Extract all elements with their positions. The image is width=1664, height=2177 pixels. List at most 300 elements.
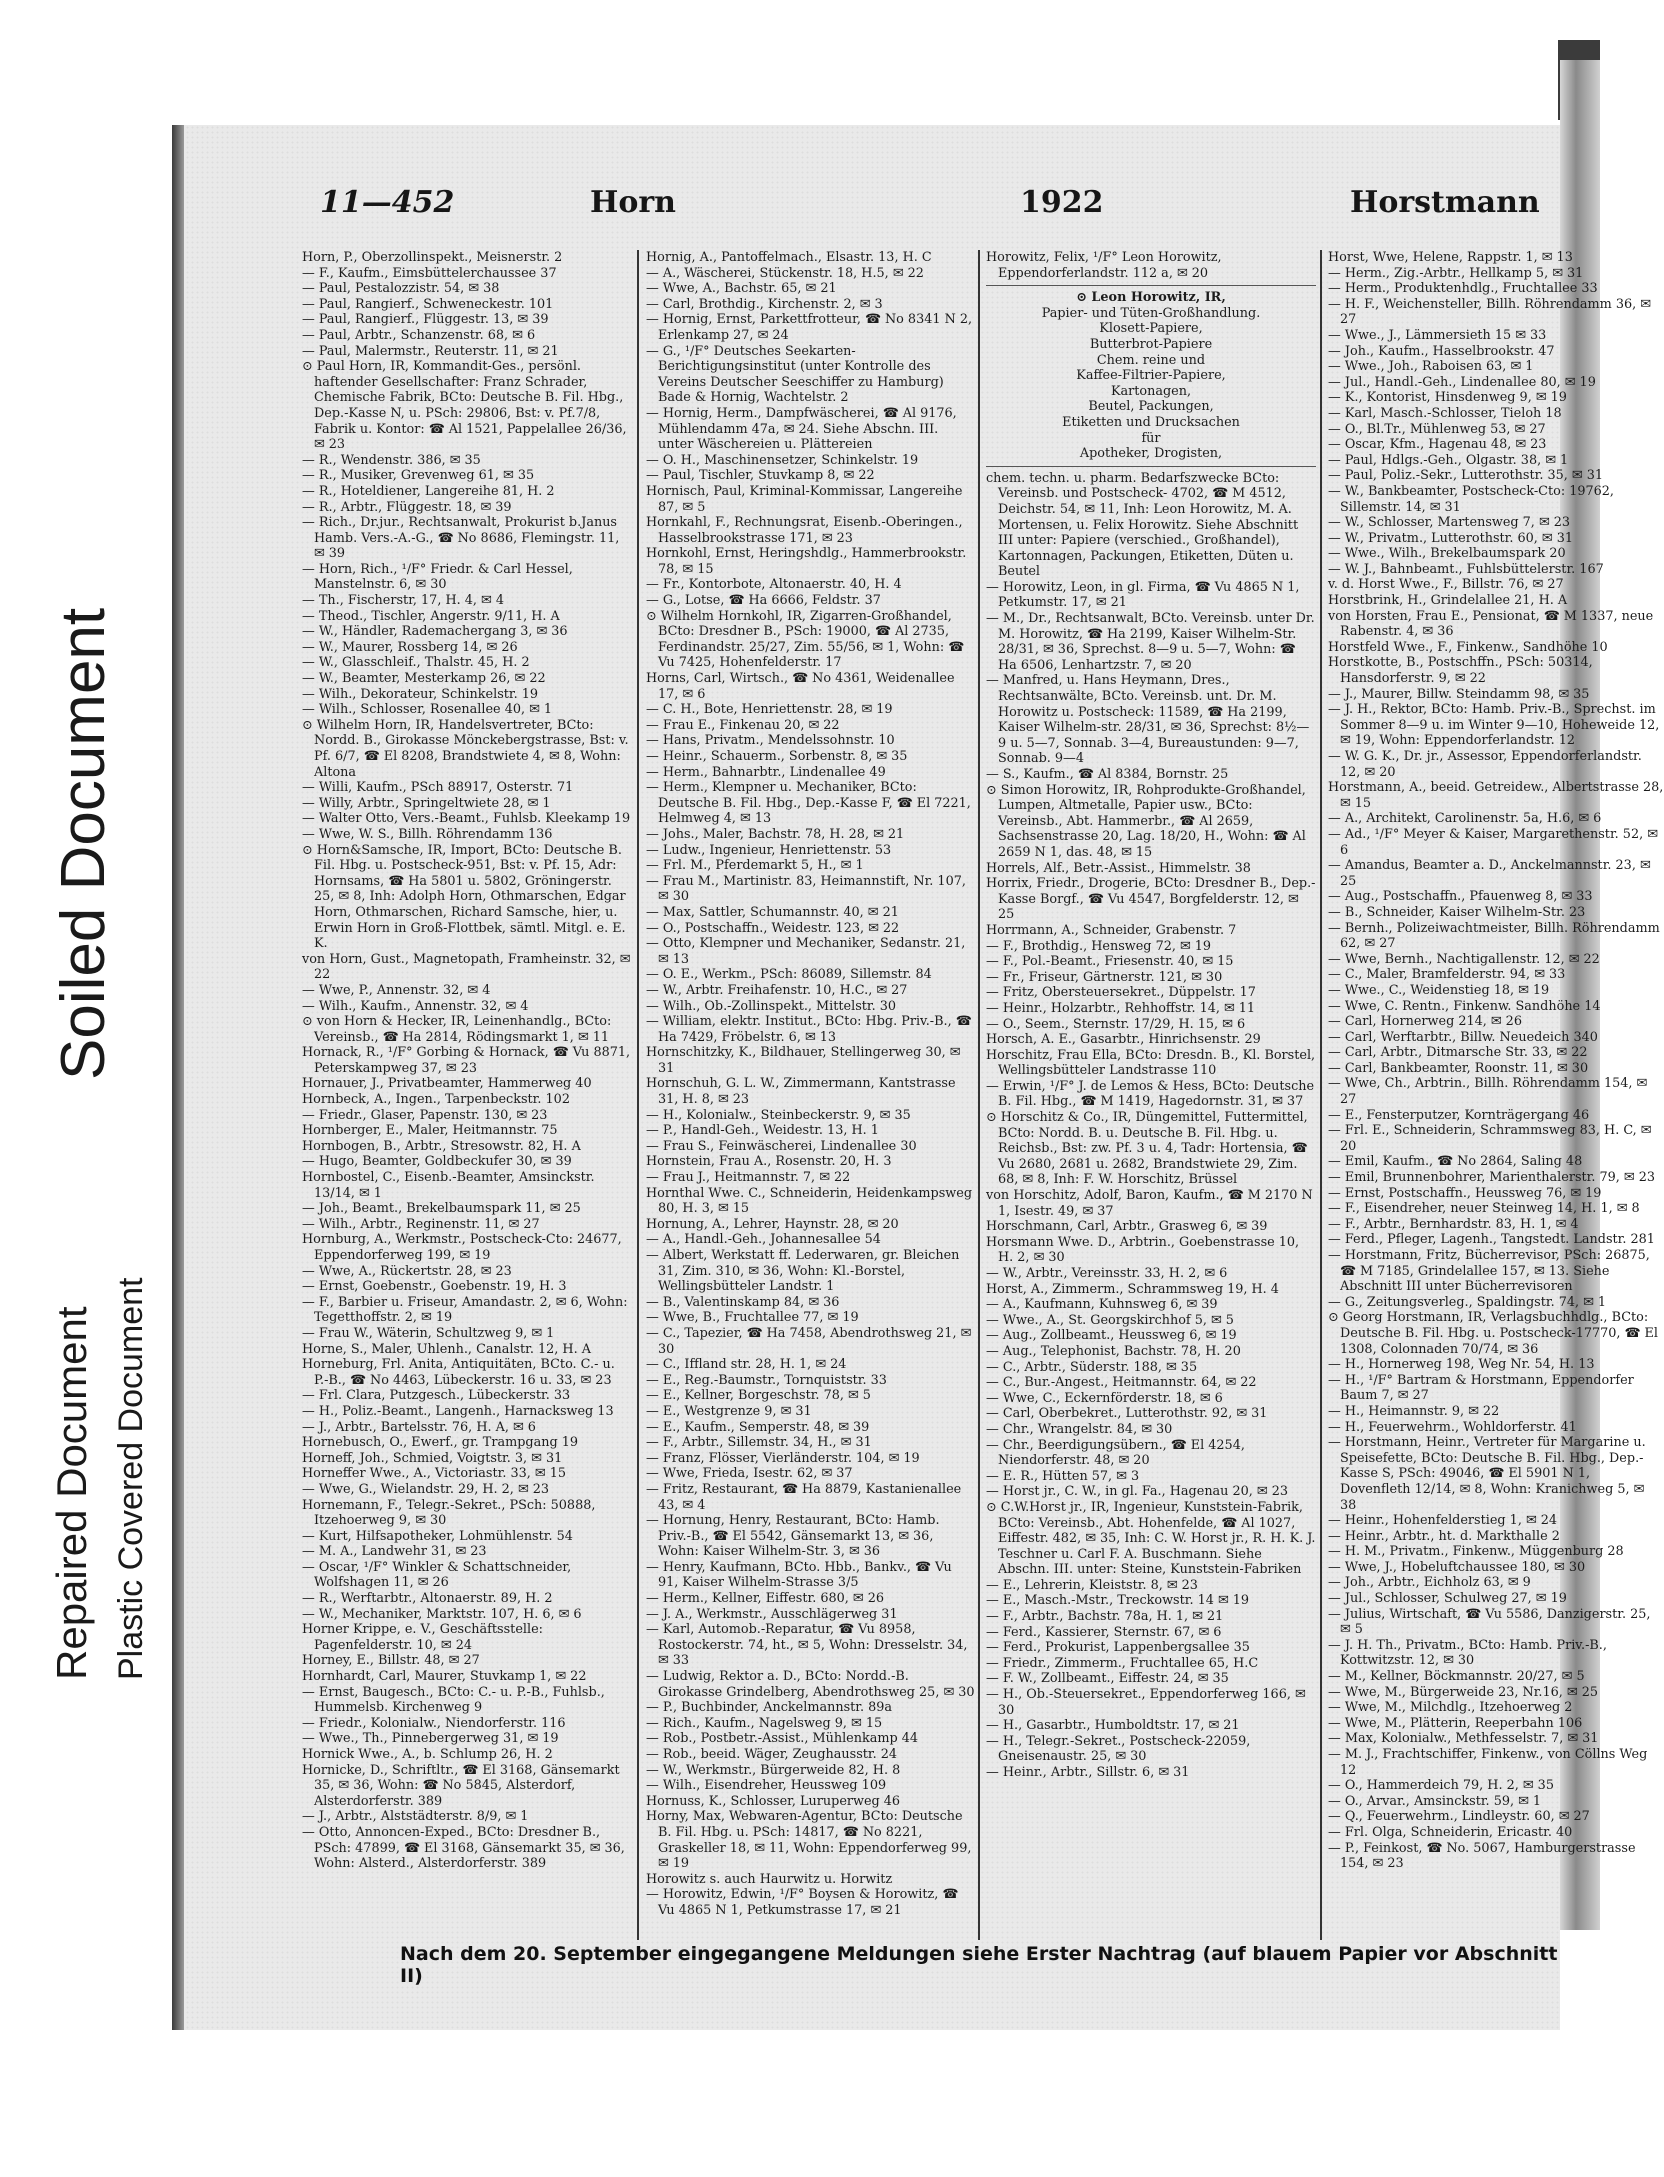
directory-entry: — J. H. Th., Privatm., BCto: Hamb. Priv.-B., Kottwitzstr. 12, ✉ 30 <box>1328 1637 1607 1669</box>
directory-entry: Hornthal Wwe. C., Schneiderin, Heidenkampsweg 80, H. 3, ✉ 15 <box>646 1185 973 1217</box>
directory-entry: — F., Brothdig., Hensweg 72, ✉ 19 <box>986 938 1212 954</box>
directory-entry: Hornschitzky, K., Bildhauer, Stellingerweg 30, ✉ 31 <box>646 1045 961 1076</box>
directory-entry: — Joh., Beamt., Brekelbaumspark 11, ✉ 25 <box>302 1201 581 1217</box>
directory-entry: — W., Maurer, Rossberg 14, ✉ 26 <box>302 639 518 655</box>
directory-entry: — P., Handl-Geh., Weidestr. 13, H. 1 <box>646 1123 879 1139</box>
directory-entry: — Herm., Klempner u. Mechaniker, BCto: Deutsche B. Fil. Hbg., Dep.-Kasse F, ☎ El 7221, Helmweg 4, ✉ 13 <box>646 780 971 827</box>
directory-entry: — Wwe, M., Plätterin, Reeperbahn 106 <box>1328 1715 1583 1731</box>
ad-firm-name: ⊙ Leon Horowitz, IR, <box>1076 290 1226 306</box>
directory-entry: von Horn, Gust., Magnetopath, Framheinstr. 32, ✉ 22 <box>302 951 631 983</box>
directory-entry: — Frl. Olga, Schneiderin, Ericastr. 40 <box>1328 1824 1573 1840</box>
directory-entry: — H., Ob.-Steuersekret., Eppendorferweg 166, ✉ 30 <box>986 1687 1306 1718</box>
directory-entry: — Max, Sattler, Schumannstr. 40, ✉ 21 <box>646 904 899 920</box>
directory-entry: — Rich., Kaufm., Nagelsweg 9, ✉ 15 <box>646 1715 883 1731</box>
directory-entry: — Henry, Kaufmann, BCto. Hbb., Bankv., ☎ Vu 91, Kaiser Wilhelm-Strasse 3/5 <box>646 1559 952 1591</box>
directory-entry: — A., Handl.-Geh., Johannesallee 54 <box>646 1232 881 1248</box>
directory-entry: — Paul, Pestalozzistr. 54, ✉ 38 <box>302 281 500 297</box>
directory-entry: — A., Architekt, Carolinenstr. 5a, H.6, ✉ 6 <box>1328 811 1602 827</box>
directory-entry: — Paul, Malermstr., Reuterstr. 11, ✉ 21 <box>302 343 559 359</box>
directory-entry: — H. M., Privatm., Finkenw., Müggenburg 28 <box>1328 1544 1624 1560</box>
directory-entry: — Otto, Klempner und Mechaniker, Sedanstr. 21, ✉ 13 <box>646 936 966 967</box>
directory-entry: — Friedr., Kolonialw., Niendorferstr. 116 <box>302 1715 566 1731</box>
directory-entry: Horschitz, Frau Ella, BCto: Dresdn. B., Kl. Borstel, Wellingsbütteler Landstrasse 110 <box>986 1047 1316 1079</box>
directory-entry: — Horowitz, Leon, in gl. Firma, ☎ Vu 4865 N 1, Petkumstr. 17, ✉ 21 <box>986 579 1300 611</box>
directory-entry: Horny, Max, Webwaren-Agentur, BCto: Deutsche B. Fil. Hbg. u. PSch: 14817, ☎ No 8221, Graskeller 18, ✉ 11, Wohn: Eppendorferweg 99, ✉ 19 <box>646 1809 972 1872</box>
directory-entry: — O., Arvar., Amsinckstr. 59, ✉ 1 <box>1328 1793 1542 1809</box>
directory-entry: — H., Telegr.-Sekret., Postscheck-22059, Gneisenaustr. 25, ✉ 30 <box>986 1733 1251 1765</box>
directory-entry: ⊙ Paul Horn, IR, Kommandit-Ges., persönl. haftender Gesellschafter: Franz Schrader, Chemische Fabrik, BCto: Deutsche B. Fil. Hbg., Dep.-Kasse N, u. PSch: 29806, Bst: v. Pf.7/8, Fabrik u. Kontor: ☎ Al 1521, Pappelallee 26/36, ✉ 23 <box>302 359 627 453</box>
directory-entry: — C., Maler, Bramfelderstr. 94, ✉ 33 <box>1328 967 1566 983</box>
page-number: 11—452 <box>320 185 455 220</box>
directory-entry: — G., Lotse, ☎ Ha 6666, Feldstr. 37 <box>646 593 881 609</box>
directory-entry: Hornkohl, Ernst, Heringshdlg., Hammerbrookstr. 78, ✉ 15 <box>646 546 967 577</box>
directory-entry: — Herm., Produktenhdlg., Fruchtallee 33 <box>1328 281 1598 297</box>
directory-column-4 <box>1328 250 1664 1930</box>
directory-entry: — M., Kellner, Böckmannstr. 20/27, ✉ 5 <box>1328 1669 1585 1685</box>
directory-entry: — Wwe., Th., Pinnebergerweg 31, ✉ 19 <box>302 1731 559 1747</box>
directory-entry: — W., Beamter, Mesterkamp 26, ✉ 22 <box>302 671 546 687</box>
directory-entry: — W., Händler, Rademachergang 3, ✉ 36 <box>302 624 568 640</box>
directory-entry: — Jul., Handl.-Geh., Lindenallee 80, ✉ 19 <box>1328 374 1596 390</box>
directory-entry: — W. G. K., Dr. jr., Assessor, Eppendorferlandstr. 12, ✉ 20 <box>1328 749 1642 780</box>
directory-entry: — W., Arbtr., Vereinsstr. 33, H. 2, ✉ 6 <box>986 1266 1228 1281</box>
directory-entry: — Herm., Bahnarbtr., Lindenallee 49 <box>646 764 886 780</box>
directory-entry: — Wwe, P., Annenstr. 32, ✉ 4 <box>302 982 491 998</box>
directory-entry: Hornbeck, A., Ingen., Tarpenbeckstr. 102 <box>302 1092 570 1108</box>
directory-entry: — William, elektr. Institut., BCto: Hbg. Priv.-B., ☎ Ha 7429, Fröbelstr. 6, ✉ 13 <box>646 1014 972 1045</box>
directory-entry: Horstbrink, H., Grindelallee 21, H. A <box>1328 593 1568 609</box>
directory-entry: — M., Dr., Rechtsanwalt, BCto. Vereinsb. unter Dr. M. Horowitz, ☎ Ha 2199, Kaiser Wilhelm-Str. 28/31, ✉ 36, Sprechst. 8—9 u. 5—7, Wohn: ☎ Ha 6506, Lenhartzstr. 7, ✉ 20 <box>986 611 1315 673</box>
directory-entry: — Rich., Dr.jur., Rechtsanwalt, Prokurist b.Janus Hamb. Vers.-A.-G., ☎ No 8686, Flemingstr. 11, ✉ 39 <box>302 515 620 562</box>
ad-line: Etiketten und Drucksachen <box>1062 414 1240 430</box>
directory-entry: — J., Arbtr., Alststädterstr. 8/9, ✉ 1 <box>302 1809 529 1825</box>
column-divider <box>1320 250 1322 1940</box>
directory-entry: — J. A., Werkmstr., Ausschlägerweg 31 <box>646 1606 898 1622</box>
directory-entry: Hornkahl, F., Rechnungsrat, Eisenb.-Oberingen., Hasselbrookstrasse 171, ✉ 23 <box>646 515 963 546</box>
directory-entry: — H., Hornerweg 198, Weg Nr. 54, H. 13 <box>1328 1357 1595 1373</box>
directory-entry: — W., Schlosser, Martensweg 7, ✉ 23 <box>1328 515 1571 531</box>
directory-entry: — Julius, Wirtschaft, ☎ Vu 5586, Danzigerstr. 25, ✉ 5 <box>1328 1606 1651 1638</box>
directory-entry: — Wwe, M., Milchdlg., Itzehoerweg 2 <box>1328 1700 1573 1716</box>
directory-entry: — Frl. E., Schneiderin, Schrammsweg 83, H. C, ✉ 20 <box>1328 1123 1652 1154</box>
directory-entry: — Johs., Maler, Bachstr. 78, H. 28, ✉ 21 <box>646 826 905 842</box>
directory-entry: — E. R., Hütten 57, ✉ 3 <box>986 1468 1140 1484</box>
directory-entry: — Frau J., Heitmannstr. 7, ✉ 22 <box>646 1170 851 1186</box>
directory-entry: — O., Hammerdeich 79, H. 2, ✉ 35 <box>1328 1778 1554 1794</box>
directory-entry: von Horsten, Frau E., Pensionat, ☎ M 1337, neue Rabenstr. 4, ✉ 36 <box>1328 608 1654 640</box>
directory-entry: — W., Arbtr. Freihafenstr. 10, H.C., ✉ 27 <box>646 982 908 998</box>
directory-entry: — Ferd., Kassierer, Sternstr. 67, ✉ 6 <box>986 1624 1222 1640</box>
directory-entry: — Wwe., A., St. Georgskirchhof 5, ✉ 5 <box>986 1312 1234 1328</box>
directory-entry: — Wwe, A., Bachstr. 65, ✉ 21 <box>646 281 837 297</box>
directory-entry: — Hornung, Henry, Restaurant, BCto: Hamb. Priv.-B., ☎ El 5542, Gänsemarkt 13, ✉ 36, Wohn: Kaiser Wilhelm-Str. 3, ✉ 36 <box>646 1513 940 1560</box>
directory-entry: — Wilh., Ob.-Zollinspekt., Mittelstr. 30 <box>646 998 897 1014</box>
directory-entry: — H., Feuerwehrm., Wohldorferstr. 41 <box>1328 1419 1577 1435</box>
directory-entry: — Horowitz, Edwin, ¹/F° Boysen & Horowitz, ☎ Vu 4865 N 1, Petkumstrasse 17, ✉ 21 <box>646 1887 959 1918</box>
directory-entry: Hornbostel, C., Eisenb.-Beamter, Amsinckstr. 13/14, ✉ 1 <box>302 1170 595 1201</box>
directory-entry: Hornhardt, Carl, Maurer, Stuvkamp 1, ✉ 22 <box>302 1669 587 1685</box>
directory-entry: Horney, E., Billstr. 48, ✉ 27 <box>302 1653 480 1669</box>
directory-entry: — Th., Fischerstr, 17, H. 4, ✉ 4 <box>302 593 504 609</box>
directory-entry: — Aug., Zollbeamt., Heussweg 6, ✉ 19 <box>986 1328 1237 1344</box>
directory-entry: Horns, Carl, Wirtsch., ☎ No 4361, Weidenallee 17, ✉ 6 <box>646 671 955 702</box>
directory-entry: — Paul, Arbtr., Schanzenstr. 68, ✉ 6 <box>302 327 536 343</box>
directory-entry: — Manfred, u. Hans Heymann, Dres., Rechtsanwälte, BCto. Vereinsb. unt. Dr. M. Horowitz u. Postscheck: 11589, ☎ Ha 2199, Kaiser Wilhelm-str. 28/31, ✉ 36, Sprechst: 8½—9 u. 5—7, Sonnab. 3—4, Bureaustunden: 9—7, Sonnab. 9—4 <box>986 673 1310 767</box>
directory-entry: Horrels, Alf., Betr.-Assist., Himmelstr. 38 <box>986 860 1251 876</box>
directory-entry: — H., Gasarbtr., Humboldtstr. 17, ✉ 21 <box>986 1718 1240 1734</box>
directory-entry: — J., Maurer, Billw. Steindamm 98, ✉ 35 <box>1328 686 1590 702</box>
page-footer-note: Nach dem 20. September eingegangene Meldungen siehe Erster Nachtrag (auf blauem Papier vor Abschnitt II) <box>400 1943 1558 1987</box>
directory-entry: Horrix, Friedr., Drogerie, BCto: Dresdner B., Dep.-Kasse Borgf., ☎ Vu 4547, Borgfelderstr. 12, ✉ 25 <box>986 876 1316 923</box>
directory-entry: — Hans, Privatm., Mendelssohnstr. 10 <box>646 733 895 749</box>
directory-entry: ⊙ C.W.Horst jr., IR, Ingenieur, Kunststein-Fabrik, BCto: Vereinsb., Abt. Hohenfelde, ☎ Al 1027, Eiffestr. 482, ✉ 35, Inh: C. W. Horst jr., R. H. K. J. Teschner u. Carl F. A. Buschmann. Siehe Abschn. III. unter: Steine, Kunststein-Fabriken <box>986 1499 1316 1578</box>
directory-entry: — Ad., ¹/F° Meyer & Kaiser, Margarethenstr. 52, ✉ 6 <box>1328 826 1658 858</box>
directory-entry: — Wwe., J., Lämmersieth 15 ✉ 33 <box>1328 327 1547 343</box>
directory-entry: — F., Pol.-Beamt., Friesenstr. 40, ✉ 15 <box>986 954 1234 970</box>
directory-entry: — Franz, Flösser, Vierländerstr. 104, ✉ 19 <box>646 1450 920 1466</box>
directory-entry: Horrmann, A., Schneider, Grabenstr. 7 <box>986 922 1237 938</box>
directory-entry: Horowitz s. auch Haurwitz u. Horwitz <box>646 1871 893 1887</box>
repaired-document-label: Repaired Document <box>48 1306 95 1680</box>
directory-entry: — Fritz, Obersteuersekret., Düppelstr. 17 <box>986 985 1256 1001</box>
directory-entry: — Horn, Rich., ¹/F° Friedr. & Carl Hessel, Manstelnstr. 6, ✉ 30 <box>302 561 573 593</box>
directory-entry: — Oscar, Kfm., Hagenau 48, ✉ 23 <box>1328 437 1547 453</box>
directory-entry: ⊙ Horn&Samsche, IR, Import, BCto: Deutsche B. Fil. Hbg. u. Postscheck-951, Bst: v. Pf. 15, Adr: Hornsams, ☎ Ha 5801 u. 5802, Gröningerstr. 25, ✉ 8, Inh: Adolph Horn, Othmarschen, Edgar Horn, Othmarschen, Richard Samsche, hier, u. Erwin Horn in Groß-Flottbek, sämtl. Mitgl. e. E. K. <box>302 842 626 952</box>
directory-entry: Hornschuh, G. L. W., Zimmermann, Kantstrasse 31, H. 8, ✉ 23 <box>646 1076 956 1108</box>
directory-entry: Hornung, A., Lehrer, Haynstr. 28, ✉ 20 <box>646 1216 899 1232</box>
directory-entry: — Frau M., Martinistr. 83, Heimannstift, Nr. 107, ✉ 30 <box>646 873 966 905</box>
directory-entry: — J., Arbtr., Bartelsstr. 76, H. A, ✉ 6 <box>302 1419 536 1435</box>
directory-entry: — Amandus, Beamter a. D., Anckelmannstr. 23, ✉ 25 <box>1328 858 1651 889</box>
directory-entry: — Paul, Tischler, Stuvkamp 8, ✉ 22 <box>646 468 875 484</box>
directory-entry: Horne, S., Maler, Uhlenh., Canalstr. 12, H. A <box>302 1341 591 1357</box>
ad-line: Papier- und Tüten-Großhandlung. <box>1041 305 1261 321</box>
directory-entry: — F. W., Zollbeamt., Eiffestr. 24, ✉ 35 <box>986 1671 1229 1687</box>
directory-entry: — Frau E., Finkenau 20, ✉ 22 <box>646 717 840 733</box>
directory-entry: Horsmann Wwe. D., Arbtrin., Goebenstrasse 10, H. 2, ✉ 30 <box>986 1234 1300 1266</box>
directory-entry: Horner Krippe, e. V., Geschäftsstelle: Pagenfelderstr. 10, ✉ 24 <box>302 1622 543 1653</box>
directory-entry: — Wwe., Joh., Raboisen 63, ✉ 1 <box>1328 359 1534 375</box>
directory-entry: — F., Arbtr., Sillemstr. 34, H., ✉ 31 <box>646 1435 872 1451</box>
directory-entry: — Wilh., Arbtr., Reginenstr. 11, ✉ 27 <box>302 1216 540 1232</box>
directory-entry: — Erwin, ¹/F° J. de Lemos & Hess, BCto: Deutsche B. Fil. Hbg., ☎ M 1419, Hagedornstr. 31, ✉ 37 <box>986 1078 1315 1110</box>
directory-entry: Hornicke, D., Schriftltr., ☎ El 3168, Gänsemarkt 35, ✉ 36, Wohn: ☎ No 5845, Alsterdorf, Alsterdorferstr. 389 <box>302 1762 620 1809</box>
directory-entry: — H., ¹/F° Bartram & Horstmann, Eppendorfer Baum 7, ✉ 27 <box>1328 1372 1634 1404</box>
directory-entry: — Carl, Brothdig., Kirchenstr. 2, ✉ 3 <box>646 296 883 312</box>
directory-entry: Hornemann, F., Telegr.-Sekret., PSch: 50888, Itzehoerweg 9, ✉ 30 <box>302 1497 596 1529</box>
directory-entry: — Oscar, ¹/F° Winkler & Schattschneider, Wolfshagen 11, ✉ 26 <box>302 1559 572 1591</box>
directory-entry: — W., Glasschleif., Thalstr. 45, H. 2 <box>302 655 530 671</box>
directory-entry: — Ludw., Ingenieur, Henriettenstr. 53 <box>646 842 892 858</box>
directory-entry: — W., Werkmstr., Bürgerweide 82, H. 8 <box>646 1762 901 1778</box>
directory-entry: — Max, Kolonialw., Methfesselstr. 7, ✉ 31 <box>1328 1731 1599 1747</box>
directory-entry: — M. J., Frachtschiffer, Finkenw., von Cöllns Weg 12 <box>1328 1747 1648 1778</box>
directory-entry: — Carl, Arbtr., Ditmarsche Str. 33, ✉ 22 <box>1328 1045 1588 1061</box>
directory-entry: — Hornig, Ernst, Parkettfrotteur, ☎ No 8341 N 2, Erlenkamp 27, ✉ 24 <box>646 312 973 343</box>
directory-entry: — E., Reg.-Baumstr., Tornquiststr. 33 <box>646 1372 887 1388</box>
directory-entry: — H., Heimannstr. 9, ✉ 22 <box>1328 1403 1500 1419</box>
directory-entry: — P., Buchbinder, Anckelmannstr. 89a <box>646 1700 893 1716</box>
directory-entry: — C., Iffland str. 28, H. 1, ✉ 24 <box>646 1357 847 1373</box>
directory-entry: — H., Poliz.-Beamt., Langenh., Harnacksweg 13 <box>302 1403 614 1419</box>
directory-entry: — Q., Feuerwehrm., Lindleystr. 60, ✉ 27 <box>1328 1809 1590 1825</box>
directory-entry: — Wwe, C., Eckernförderstr. 18, ✉ 6 <box>986 1390 1223 1406</box>
directory-entry: — Heinr., Hohenfelderstieg 1, ✉ 24 <box>1328 1513 1558 1529</box>
directory-entry: Hornauer, J., Privatbeamter, Hammerweg 40 <box>302 1076 592 1092</box>
scan-shadow <box>172 125 184 2030</box>
directory-entry: — F., Kaufm., Eimsbüttelerchaussee 37 <box>302 265 557 281</box>
directory-entry: — A., Wäscherei, Stückenstr. 18, H.5, ✉ 22 <box>646 265 924 281</box>
directory-entry: Horschmann, Carl, Arbtr., Grasweg 6, ✉ 39 <box>986 1219 1268 1235</box>
directory-entry: — Hornig, Herm., Dampfwäscherei, ☎ Al 9176, Mühlendamm 47a, ✉ 24. Siehe Abschn. III. unter Wäschereien u. Plättereien <box>646 405 957 453</box>
directory-entry: Hornuss, K., Schlosser, Luruperweg 46 <box>646 1793 901 1809</box>
directory-entry: Horowitz, Felix, ¹/F° Leon Horowitz, Eppendorferlandstr. 112 a, ✉ 20 <box>986 250 1222 281</box>
directory-entry: — Aug., Postschaffn., Pfauenweg 8, ✉ 33 <box>1328 889 1593 905</box>
directory-entry: — Paul, Poliz.-Sekr., Lutterothstr. 35, ✉ 31 <box>1328 468 1603 484</box>
directory-entry: — O., Postschaffn., Weidestr. 123, ✉ 22 <box>646 920 900 936</box>
directory-entry: Horstkotte, B., Postschffn., PSch: 50314, Hansdorferstr. 9, ✉ 22 <box>1328 655 1593 687</box>
directory-entry: — Frl. Clara, Putzgesch., Lübeckerstr. 33 <box>302 1388 571 1404</box>
directory-entry: — Wwe, J., Hobeluftchaussee 180, ✉ 30 <box>1328 1559 1586 1575</box>
directory-entry: — S., Kaufm., ☎ Al 8384, Bornstr. 25 <box>986 767 1229 782</box>
directory-entry: — Ernst, Goebenstr., Goebenstr. 19, H. 3 <box>302 1279 567 1295</box>
directory-entry: — R., Hoteldiener, Langereihe 81, H. 2 <box>302 483 555 499</box>
directory-entry: — Horstmann, Heinr., Vertreter für Margarine u. Speisefette, BCto: Deutsche B. Fil. Hbg., Dep.-Kasse S, PSch: 49046, ☎ El 5901 N 1, Dovenfleth 12/14, ✉ 8, Wohn: Kranichweg 5, ✉ 38 <box>1328 1435 1646 1513</box>
directory-entry: — W., Privatm., Lutterothstr. 60, ✉ 31 <box>1328 530 1573 546</box>
directory-entry: — W., Mechaniker, Marktstr. 107, H. 6, ✉ 6 <box>302 1606 582 1622</box>
header-last-name: Horstmann <box>1350 185 1540 220</box>
directory-entry: — Rob., beeid. Wäger, Zeughausstr. 24 <box>646 1747 898 1762</box>
directory-entry: — Wwe, Bernh., Nachtigallenstr. 12, ✉ 22 <box>1328 951 1600 967</box>
directory-entry: — Fritz, Restaurant, ☎ Ha 8879, Kastanienallee 43, ✉ 4 <box>646 1481 962 1513</box>
directory-entry: — Herm., Kellner, Eiffestr. 680, ✉ 26 <box>646 1591 884 1607</box>
directory-entry: — C. H., Bote, Henriettenstr. 28, ✉ 19 <box>646 702 893 718</box>
directory-entry: — Herm., Zig.-Arbtr., Hellkamp 5, ✉ 31 <box>1328 265 1584 281</box>
directory-entry: Hornbogen, B., Arbtr., Stresowstr. 82, H. A <box>302 1138 581 1154</box>
directory-entry: — Wwe., C., Weidenstieg 18, ✉ 19 <box>1328 982 1550 998</box>
directory-entry: — O. E., Werkm., PSch: 86089, Sillemstr. 84 <box>646 967 932 983</box>
directory-entry: Horst, Wwe, Helene, Rappstr. 1, ✉ 13 <box>1328 250 1573 265</box>
directory-entry: — Otto, Annoncen-Exped., BCto: Dresdner B., PSch: 47899, ☎ El 3168, Gänsemarkt 35, ✉ 36, Wohn: Alsterd., Alsterdorferstr. 389 <box>302 1824 625 1872</box>
directory-entry: — Emil, Brunnenbohrer, Marienthalerstr. 79, ✉ 23 <box>1328 1170 1656 1186</box>
directory-entry: Horn, P., Oberzollinspekt., Meisnerstr. 2 <box>302 250 563 265</box>
directory-entry: ⊙ von Horn & Hecker, IR, Leinenhandlg., BCto: Vereinsb., ☎ Ha 2814, Rödingsmarkt 1, ✉ 11 <box>302 1014 612 1045</box>
directory-entry: Horsch, A. E., Gasarbtr., Hinrichsenstr. 29 <box>986 1032 1261 1048</box>
directory-entry: ⊙ Wilhelm Hornkohl, IR, Zigarren-Großhandel, BCto: Dresdner B., PSch: 19000, ☎ Al 2735, Ferdinandstr. 25/27, Zim. 55/56, ✉ 1, Wohn: ☎ Vu 7425, Hohenfelderstr. 17 <box>646 608 965 671</box>
plastic-covered-document-label: Plastic Covered Document <box>112 1277 150 1680</box>
directory-entry: — Karl, Automob.-Reparatur, ☎ Vu 8958, Rostockerstr. 74, ht., ✉ 5, Wohn: Dresselstr. 34, ✉ 33 <box>646 1622 968 1669</box>
directory-entry: — R., Musiker, Grevenweg 61, ✉ 35 <box>302 468 535 484</box>
directory-entry: — H., Kolonialw., Steinbeckerstr. 9, ✉ 35 <box>646 1107 911 1123</box>
directory-entry: — Wwe, M., Bürgerweide 23, Nr.16, ✉ 25 <box>1328 1684 1598 1700</box>
directory-entry: — Friedr., Zimmerm., Fruchtallee 65, H.C <box>986 1655 1259 1671</box>
directory-entry: — K., Kontorist, Hinsdenweg 9, ✉ 19 <box>1328 390 1567 406</box>
directory-entry: — Hugo, Beamter, Goldbeckufer 30, ✉ 39 <box>302 1154 572 1170</box>
directory-entry: — Ludwig, Rektor a. D., BCto: Nordd.-B. Girokasse Grindelberg, Abendrothsweg 25, ✉ 30 <box>646 1669 975 1700</box>
directory-entry: chem. techn. u. pharm. Bedarfszwecke BCto: Vereinsb. und Postscheck- 4702, ☎ M 4512, Deichstr. 54, ✉ 11, Inh: Leon Horowitz, M. A. Mortensen, u. Felix Horowitz. Siehe Abschnitt III unter: Papiere (verschied., Großhandel), Kartonnagen, Packungen, Etiketten, Düten u. Beutel <box>986 470 1299 580</box>
directory-entry: Horneburg, Frl. Anita, Antiquitäten, BCto. C.- u. P.-B., ☎ No 4463, Lübeckerstr. 16 u. 33, ✉ 23 <box>302 1357 615 1388</box>
directory-entry: — H. F., Weichensteller, Billh. Röhrendamm 36, ✉ 27 <box>1328 296 1652 328</box>
directory-entry: — Frau W., Wäterin, Schultzweg 9, ✉ 1 <box>302 1325 555 1341</box>
directory-entry: — C., Tapezier, ☎ Ha 7458, Abendrothsweg 21, ✉ 30 <box>646 1325 972 1357</box>
directory-entry: — F., Eisendreher, neuer Steinweg 14, H. 1, ✉ 8 <box>1328 1201 1640 1217</box>
advertisement-block <box>986 285 1316 467</box>
directory-entry: — Wwe, W. S., Billh. Röhrendamm 136 <box>302 826 553 842</box>
directory-entry: — Wilh., Eisendreher, Heussweg 109 <box>646 1778 887 1794</box>
directory-entry: Hornack, R., ¹/F° Gorbing & Hornack, ☎ Vu 8871, Peterskampweg 37, ✉ 23 <box>302 1045 631 1076</box>
directory-entry: — W. J., Bahnbeamt., Fuhlsbüttelerstr. 167 <box>1328 561 1604 577</box>
directory-entry: — C., Bur.-Angest., Heitmannstr. 64, ✉ 22 <box>986 1375 1257 1391</box>
directory-entry: — E., Fensterputzer, Kornträgergang 46 <box>1328 1107 1590 1123</box>
directory-entry: Hornstein, Frau A., Rosenstr. 20, H. 3 <box>646 1154 892 1170</box>
directory-entry: — W., Bankbeamter, Postscheck-Cto: 19762, Sillemstr. 14, ✉ 31 <box>1328 483 1614 515</box>
directory-entry: — Paul, Rangierf., Flüggestr. 13, ✉ 39 <box>302 312 549 328</box>
directory-entry: — Horstmann, Fritz, Bücherrevisor, PSch: 26875, ☎ M 7185, Grindelallee 157, ✉ 13. Siehe Abschnitt III unter Bücherrevisoren <box>1328 1248 1650 1295</box>
column-divider <box>978 250 980 1940</box>
directory-entry: — Bernh., Polizeiwachtmeister, Billh. Röhrendamm 62, ✉ 27 <box>1328 920 1660 952</box>
directory-entry: — Wwe, Ch., Arbtrin., Billh. Röhrendamm 154, ✉ 27 <box>1328 1076 1648 1108</box>
directory-entry: — Joh., Kaufm., Hasselbrookstr. 47 <box>1328 343 1555 359</box>
directory-entry: ⊙ Georg Horstmann, IR, Verlagsbuchhdlg., BCto: Deutsche B. Fil. Hbg. u. Postscheck-17770, ☎ El 1308, Colonnaden 70/74, ✉ 36 <box>1328 1310 1658 1357</box>
directory-entry: ⊙ Wilhelm Horn, IR, Handelsvertreter, BCto: Nordd. B., Girokasse Mönckebergstrasse, Bst: v. Pf. 6/7, ☎ El 8208, Brandstwiete 4, ✉ 8, Wohn: Altona <box>302 717 629 780</box>
directory-entry: — R., Arbtr., Flüggestr. 18, ✉ 39 <box>302 499 512 515</box>
directory-entry: — Frl. M., Pferdemarkt 5, H., ✉ 1 <box>646 858 864 874</box>
directory-entry: — B., Schneider, Kaiser Wilhelm-Str. 23 <box>1328 904 1586 920</box>
directory-entry: — P., Feinkost, ☎ No. 5067, Hamburgerstrasse 154, ✉ 23 <box>1328 1840 1636 1872</box>
directory-entry: — E., Masch.-Mstr., Treckowstr. 14 ✉ 19 <box>986 1593 1250 1609</box>
directory-entry: — Theod., Tischler, Angerstr. 9/11, H. A <box>302 608 560 624</box>
directory-entry: — R., Werftarbtr., Altonaerstr. 89, H. 2 <box>302 1591 553 1607</box>
directory-entry: — O., Seem., Sternstr. 17/29, H. 15, ✉ 6 <box>986 1016 1246 1032</box>
directory-entry: — Ferd., Pfleger, Lagenh., Tangstedt. Landstr. 281 <box>1328 1232 1655 1248</box>
directory-entry: Hornick Wwe., A., b. Schlump 26, H. 2 <box>302 1747 553 1762</box>
directory-entry: Hornebusch, O., Ewerf., gr. Trampgang 19 <box>302 1435 579 1451</box>
directory-entry: — Fr., Friseur, Gärtnerstr. 121, ✉ 30 <box>986 969 1223 985</box>
directory-entry: — A., Kaufmann, Kuhnsweg 6, ✉ 39 <box>986 1297 1218 1313</box>
directory-entry: — Walter Otto, Vers.-Beamt., Fuhlsb. Kleekamp 19 <box>302 811 631 827</box>
directory-entry: — G., ¹/F° Deutsches Seekarten-Berichtigungsinstitut (unter Kontrolle des Vereins Deutscher Seeschiffer zu Hamburg) Bade & Hornig, Wachtelstr. 2 <box>646 343 944 406</box>
ad-line: Beutel, Packungen, <box>1088 399 1214 415</box>
directory-entry: — Heinr., Arbtr., Sillstr. 6, ✉ 31 <box>986 1765 1190 1780</box>
directory-column-3 <box>986 250 1316 1930</box>
directory-entry: — E., Kaufm., Semperstr. 48, ✉ 39 <box>646 1419 870 1435</box>
directory-entry: — Heinr., Schauerm., Sorbenstr. 8, ✉ 35 <box>646 749 908 764</box>
directory-entry: Hornig, A., Pantoffelmach., Elsastr. 13, H. C <box>646 250 932 265</box>
directory-entry: — Wwe, A., Rückertstr. 28, ✉ 23 <box>302 1263 512 1279</box>
page-header <box>320 185 1540 225</box>
directory-entry: — Albert, Werkstatt ff. Lederwaren, gr. Bleichen 31, Zim. 310, ✉ 36, Wohn: Kl.-Borstel, Wellingsbütteler Landstr. 1 <box>646 1248 960 1295</box>
directory-entry: — Wilh., Kaufm., Annenstr. 32, ✉ 4 <box>302 998 529 1014</box>
directory-entry: — O., Bl.Tr., Mühlenweg 53, ✉ 27 <box>1328 421 1546 437</box>
ad-line: Apotheker, Drogisten, <box>1079 446 1223 462</box>
directory-entry: — Wilh., Schlosser, Rosenallee 40, ✉ 1 <box>302 702 553 718</box>
directory-entry: — Wwe, G., Wielandstr. 29, H. 2, ✉ 23 <box>302 1481 550 1497</box>
ad-line: Butterbrot-Papiere <box>1089 336 1213 352</box>
directory-entry: — Wwe, Frieda, Isestr. 62, ✉ 37 <box>646 1466 853 1482</box>
directory-entry: — Chr., Beerdigungsübern., ☎ El 4254, Niendorferstr. 48, ✉ 20 <box>986 1437 1245 1469</box>
directory-entry: — Jul., Schlosser, Schulweg 27, ✉ 19 <box>1328 1591 1567 1607</box>
directory-entry: ⊙ Simon Horowitz, IR, Rohprodukte-Großhandel, Lumpen, Altmetalle, Papier usw., BCto: Vereinsb., Abt. Hammerbr., ☎ Al 2659, Sachsenstrasse 20, Lag. 18/20, H., Wohn: ☎ Al 2659 N 1, das. 48, ✉ 15 <box>986 782 1306 860</box>
directory-entry: — E., Westgrenze 9, ✉ 31 <box>646 1403 812 1419</box>
directory-entry: — Frau S., Feinwäscherei, Lindenallee 30 <box>646 1138 917 1154</box>
directory-entry: — Heinr., Holzarbtr., Rehhoffstr. 14, ✉ 11 <box>986 1000 1256 1016</box>
directory-entry: — Kurt, Hilfsapotheker, Lohmühlenstr. 54 <box>302 1528 573 1544</box>
directory-entry: — Emil, Kaufm., ☎ No 2864, Saling 48 <box>1328 1154 1583 1170</box>
directory-entry: — Paul, Rangierf., Schweneckestr. 101 <box>302 296 554 312</box>
directory-entry: — Carl, Hornerweg 214, ✉ 26 <box>1328 1014 1522 1030</box>
header-year: 1922 <box>1020 185 1104 220</box>
column-divider <box>637 250 639 1940</box>
directory-entry: Horst, A., Zimmerm., Schrammsweg 19, H. 4 <box>986 1281 1279 1297</box>
directory-entry: Horstfeld Wwe., F., Finkenw., Sandhöhe 10 <box>1328 639 1608 655</box>
directory-entry: — Paul, Hdlgs.-Geh., Olgastr. 38, ✉ 1 <box>1328 452 1569 468</box>
directory-entry: — E., Kellner, Borgeschstr. 78, ✉ 5 <box>646 1388 871 1404</box>
directory-entry: — Carl, Oberbekret., Lutterothstr. 92, ✉ 31 <box>986 1406 1268 1422</box>
directory-entry: — Joh., Arbtr., Eichholz 63, ✉ 9 <box>1328 1575 1531 1591</box>
directory-entry: von Horschitz, Adolf, Baron, Kaufm., ☎ M 2170 N 1, Isestr. 49, ✉ 37 <box>986 1188 1313 1219</box>
directory-entry: — Wilh., Dekorateur, Schinkelstr. 19 <box>302 686 539 702</box>
directory-entry: Horneffer Wwe., A., Victoriastr. 33, ✉ 15 <box>302 1466 566 1482</box>
directory-entry: — Karl, Masch.-Schlosser, Tieloh 18 <box>1328 405 1562 421</box>
directory-column-1 <box>302 250 632 1930</box>
directory-entry: — J. H., Rektor, BCto: Hamb. Priv.-B., Sprechst. im Sommer 8—9 u. im Winter 9—10, Hoheweide 12, ✉ 19, Wohn: Eppendorferlandstr. 12 <box>1328 702 1660 749</box>
directory-entry: — F., Barbier u. Friseur, Amandastr. 2, ✉ 6, Wohn: Tegetthoffstr. 2, ✉ 19 <box>302 1294 628 1326</box>
directory-entry: — F., Arbtr., Bachstr. 78a, H. 1, ✉ 21 <box>986 1609 1224 1625</box>
directory-column-2 <box>646 250 976 1930</box>
directory-entry: — Rob., Postbetr.-Assist., Mühlenkamp 44 <box>646 1731 919 1747</box>
directory-page <box>180 125 1664 2030</box>
directory-entry: — M. A., Landwehr 31, ✉ 23 <box>302 1544 487 1560</box>
ad-line: Chem. reine und <box>1096 352 1206 368</box>
directory-entry: — Aug., Telephonist, Bachstr. 78, H. 20 <box>986 1343 1241 1359</box>
directory-entry: — Ernst, Postschaffn., Heussweg 76, ✉ 19 <box>1328 1185 1602 1201</box>
ad-line: Kartonagen, <box>1110 383 1192 399</box>
directory-entry: — E., Lehrerin, Kleiststr. 8, ✉ 23 <box>986 1577 1198 1593</box>
directory-entry: — B., Valentinskamp 84, ✉ 36 <box>646 1294 840 1310</box>
directory-entry: Hornberger, E., Maler, Heitmannstr. 75 <box>302 1123 558 1139</box>
directory-entry: — Wwe, C. Rentn., Finkenw. Sandhöhe 14 <box>1328 998 1601 1014</box>
directory-entry: — Wwe, B., Fruchtallee 77, ✉ 19 <box>646 1310 859 1326</box>
directory-entry: — Willi, Kaufm., PSch 88917, Osterstr. 71 <box>302 780 574 796</box>
ad-line: Kaffee-Filtrier-Papiere, <box>1076 368 1226 384</box>
directory-entry: — Chr., Wrangelstr. 84, ✉ 30 <box>986 1421 1173 1437</box>
directory-entry: — Horst jr., C. W., in gl. Fa., Hagenau 20, ✉ 23 <box>986 1484 1288 1500</box>
directory-entry: Horstmann, A., beeid. Getreidew., Albertstrasse 28, ✉ 15 <box>1328 780 1664 811</box>
directory-entry: — Carl, Bankbeamter, Roonstr. 11, ✉ 30 <box>1328 1060 1589 1076</box>
directory-entry: — R., Wendenstr. 386, ✉ 35 <box>302 452 481 468</box>
directory-entry: — Willy, Arbtr., Springeltwiete 28, ✉ 1 <box>302 795 551 811</box>
directory-entry: ⊙ Horschitz & Co., IR, Düngemittel, Futtermittel, BCto: Nordd. B. u. Deutsche B. Fil. Hbg. u. Reichsb., Bst: zw. Pf. 3 u. 4, Tadr: Hortensia, ☎ Vu 2680, 2681 u. 2682, Brandstwiete 29, Zim. 68, ✉ 8, Inh: F. W. Horschitz, Brüssel <box>986 1110 1308 1188</box>
directory-entry: — Carl, Werftarbtr., Billw. Neuedeich 340 <box>1328 1029 1598 1045</box>
directory-entry: — Wwe., Wilh., Brekelbaumspark 20 <box>1328 546 1566 562</box>
ad-line: für <box>1141 430 1161 446</box>
directory-entry: Hornisch, Paul, Kriminal-Kommissar, Langereihe 87, ✉ 5 <box>646 483 963 515</box>
soiled-document-label: Soiled Document <box>49 607 118 1080</box>
directory-entry: — Fr., Kontorbote, Altonaerstr. 40, H. 4 <box>646 577 902 593</box>
directory-entry: — O. H., Maschinensetzer, Schinkelstr. 19 <box>646 452 919 468</box>
directory-entry: — Ferd., Prokurist, Lappenbergsallee 35 <box>986 1640 1250 1656</box>
directory-entry: Horneff, Joh., Schmied, Voigtstr. 3, ✉ 31 <box>302 1450 563 1466</box>
directory-entry: — Friedr., Glaser, Papenstr. 130, ✉ 23 <box>302 1107 548 1123</box>
directory-entry: Hornburg, A., Werkmstr., Postscheck-Cto: 24677, Eppendorferweg 199, ✉ 19 <box>302 1232 622 1263</box>
directory-entry: — G., Zeitungsverleg., Spaldingstr. 74, ✉ 1 <box>1328 1294 1607 1310</box>
header-first-name: Horn <box>590 185 676 220</box>
directory-entry: v. d. Horst Wwe., F., Billstr. 76, ✉ 27 <box>1328 577 1564 593</box>
ad-line: Klosett-Papiere, <box>1099 321 1203 337</box>
directory-entry: — Heinr., Arbtr., ht. d. Markthalle 2 <box>1328 1528 1560 1544</box>
directory-entry: — Ernst, Baugesch., BCto: C.- u. P.-B., Fuhlsb., Hummelsb. Kirchenweg 9 <box>302 1684 605 1716</box>
directory-entry: — F., Arbtr., Bernhardstr. 83, H. 1, ✉ 4 <box>1328 1216 1579 1232</box>
